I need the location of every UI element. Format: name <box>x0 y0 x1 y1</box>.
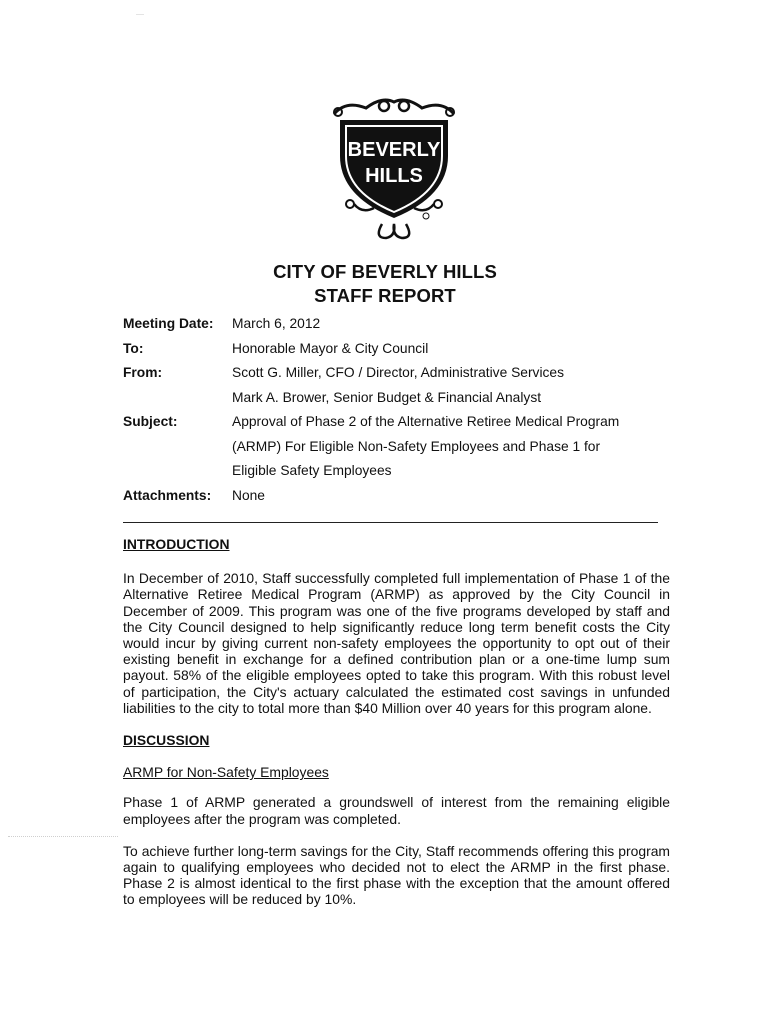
meeting-date-label: Meeting Date: <box>123 316 214 331</box>
subject-value-3: Eligible Safety Employees <box>232 463 392 478</box>
attachments-value: None <box>232 487 265 503</box>
from-label: From: <box>123 365 163 380</box>
to-label: To: <box>123 340 144 356</box>
header-divider <box>123 522 658 523</box>
to-value: Honorable Mayor & City Council <box>232 340 429 356</box>
introduction-paragraph: In December of 2010, Staff successfully completed full implementation of Phase 1 of the Alternative Retiree Medical Program (ARMP) as approved by the City Council in December of 2009. This program was one of the five programs developed by staff and the City Council designed to help significantly reduce long term benefit costs the City would incur by giving current non-safety employees the opportunity to opt out of their existing benefit in exchange for a defined contribution plan or a one-time lump sum payout. 58% of the eligible employees opted to take this program. With this robust level of participation, the City's actuary calculated the estimated cost savings in unfunded liabilities to the city to total more than $40 Million over 40 years for this program alone. <box>123 570 670 716</box>
logo-text-line1: BEVERLY <box>347 139 441 161</box>
report-title-line1: CITY OF BEVERLY HILLS <box>273 261 497 282</box>
from-value-1: Scott G. Miller, CFO / Director, Administrative Services <box>232 365 564 380</box>
meeting-date-value: March 6, 2012 <box>232 316 321 331</box>
beverly-hills-shield-logo <box>326 96 462 244</box>
introduction-heading: INTRODUCTION <box>123 536 230 552</box>
attachments-label: Attachments: <box>123 487 212 503</box>
report-title <box>0 260 770 308</box>
discussion-heading: DISCUSSION <box>123 732 210 749</box>
subject-value-1: Approval of Phase 2 of the Alternative Retiree Medical Program <box>232 414 620 429</box>
discussion-paragraph-2: To achieve further long-term savings for the City, Staff recommends offering this program again to qualifying employees who decided not to elect the ARMP in the first phase. Phase 2 is almost identical to the first phase with the exception that the amount offered to employees will be reduced by 10%. <box>123 842 670 908</box>
scan-artifact <box>136 14 144 15</box>
subject-value-2: (ARMP) For Eligible Non-Safety Employees and Phase 1 for <box>232 438 601 454</box>
subject-label: Subject: <box>123 414 178 429</box>
report-title-line2: STAFF REPORT <box>314 285 456 306</box>
scan-artifact-line <box>8 836 118 837</box>
discussion-paragraph-1: Phase 1 of ARMP generated a groundswell of interest from the remaining eligible employees after the program was completed. <box>123 794 670 827</box>
report-body <box>123 536 670 908</box>
discussion-subheading: ARMP for Non-Safety Employees <box>123 764 329 781</box>
from-value-2: Mark A. Brower, Senior Budget & Financial Analyst <box>232 389 542 405</box>
logo-text-line2: HILLS <box>365 165 423 187</box>
